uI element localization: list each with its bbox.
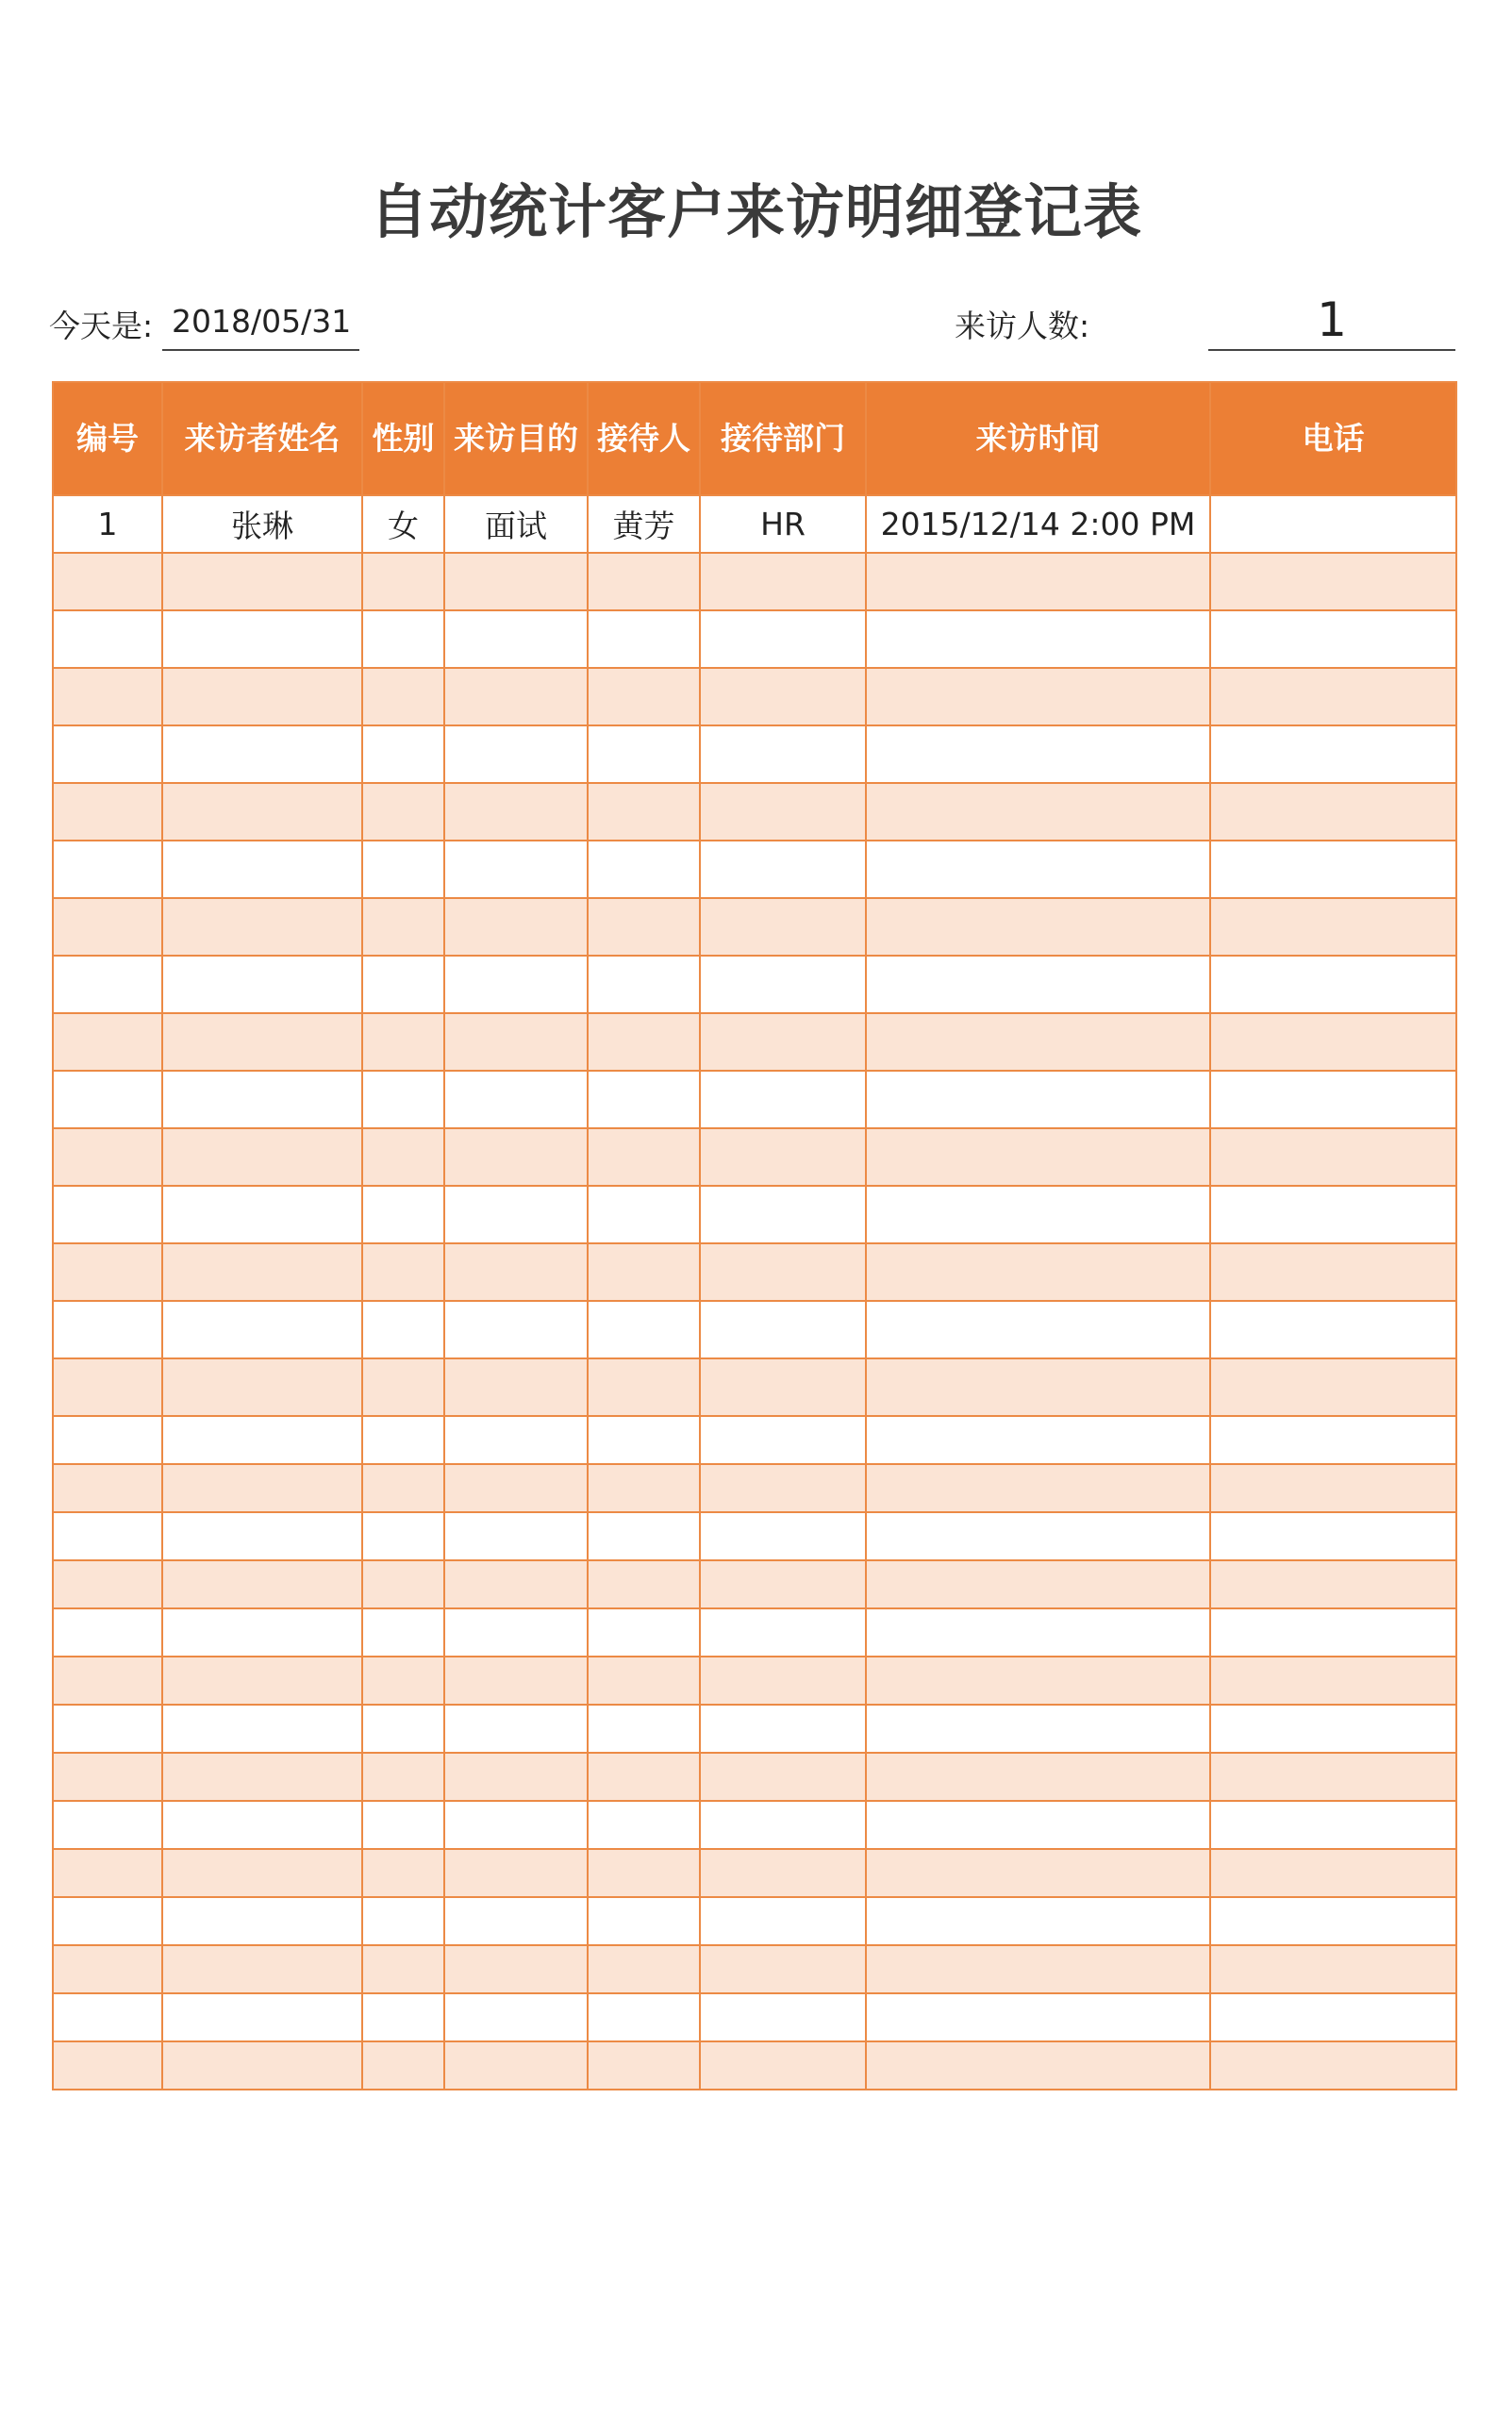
- table-row: [53, 1657, 1456, 1705]
- table-cell[interactable]: [1210, 725, 1456, 783]
- table-cell[interactable]: [866, 1608, 1210, 1657]
- table-cell[interactable]: [162, 1801, 362, 1849]
- table-cell[interactable]: [700, 1993, 866, 2041]
- table-cell[interactable]: [53, 783, 162, 841]
- table-row: [53, 1945, 1456, 1993]
- table-cell[interactable]: [362, 1301, 444, 1358]
- table-cell[interactable]: HR: [700, 495, 866, 553]
- table-cell[interactable]: [53, 2041, 162, 2090]
- table-cell[interactable]: [53, 1071, 162, 1128]
- table-cell[interactable]: [700, 956, 866, 1013]
- column-header-visit-time: 来访时间: [866, 382, 1210, 495]
- table-cell[interactable]: [444, 1801, 588, 1849]
- column-header-visitor-name: 来访者姓名: [162, 382, 362, 495]
- table-cell[interactable]: [588, 1301, 700, 1358]
- table-cell[interactable]: [588, 725, 700, 783]
- table-cell[interactable]: [362, 1071, 444, 1128]
- table-cell[interactable]: [362, 841, 444, 898]
- table-cell[interactable]: [162, 668, 362, 725]
- table-cell[interactable]: [362, 1560, 444, 1608]
- table-cell[interactable]: [53, 1358, 162, 1416]
- column-header-receptionist: 接待人: [588, 382, 700, 495]
- table-cell[interactable]: [162, 610, 362, 668]
- table-cell[interactable]: [444, 898, 588, 956]
- table-cell[interactable]: [53, 1560, 162, 1608]
- table-cell[interactable]: [53, 1705, 162, 1753]
- table-cell[interactable]: [444, 1013, 588, 1071]
- table-cell[interactable]: [444, 1464, 588, 1512]
- table-row: [53, 1560, 1456, 1608]
- table-row: [53, 668, 1456, 725]
- table-cell[interactable]: [362, 1897, 444, 1945]
- table-cell[interactable]: [444, 1608, 588, 1657]
- table-cell[interactable]: [1210, 1128, 1456, 1186]
- table-cell[interactable]: [444, 1993, 588, 2041]
- table-cell[interactable]: [700, 1186, 866, 1243]
- table-row: [53, 2041, 1456, 2090]
- table-row: [53, 1186, 1456, 1243]
- table-cell[interactable]: 黄芳: [588, 495, 700, 553]
- table-cell[interactable]: [588, 1560, 700, 1608]
- table-row: [53, 610, 1456, 668]
- table-cell[interactable]: [866, 725, 1210, 783]
- table-row: [53, 1753, 1456, 1801]
- table-cell[interactable]: [1210, 1301, 1456, 1358]
- table-cell[interactable]: [162, 725, 362, 783]
- table-row: [53, 1801, 1456, 1849]
- table-row: [53, 1416, 1456, 1464]
- table-cell[interactable]: [162, 1897, 362, 1945]
- table-cell[interactable]: [866, 1301, 1210, 1358]
- table-cell[interactable]: [1210, 553, 1456, 610]
- table-cell[interactable]: [444, 610, 588, 668]
- table-cell[interactable]: [866, 1705, 1210, 1753]
- table-cell[interactable]: [700, 1849, 866, 1897]
- table-row: [53, 1705, 1456, 1753]
- table-cell[interactable]: [866, 1897, 1210, 1945]
- table-cell[interactable]: [866, 2041, 1210, 2090]
- table-cell[interactable]: [588, 1608, 700, 1657]
- table-cell[interactable]: [700, 1416, 866, 1464]
- table-cell[interactable]: [53, 1753, 162, 1801]
- table-cell[interactable]: [53, 1993, 162, 2041]
- table-cell[interactable]: [162, 1013, 362, 1071]
- table-cell[interactable]: [588, 1849, 700, 1897]
- table-cell[interactable]: [700, 1128, 866, 1186]
- table-cell[interactable]: [1210, 1897, 1456, 1945]
- table-cell[interactable]: [444, 783, 588, 841]
- page-title: 自动统计客户来访明细登记表: [369, 177, 1142, 246]
- table-cell[interactable]: [362, 668, 444, 725]
- table-cell[interactable]: [1210, 956, 1456, 1013]
- table-cell[interactable]: [588, 1512, 700, 1560]
- table-cell[interactable]: [444, 1849, 588, 1897]
- table-cell[interactable]: [1210, 1071, 1456, 1128]
- table-row: [53, 553, 1456, 610]
- table-cell[interactable]: [53, 1128, 162, 1186]
- table-cell[interactable]: [1210, 841, 1456, 898]
- table-row: [53, 725, 1456, 783]
- table-cell[interactable]: [1210, 1013, 1456, 1071]
- column-header-department: 接待部门: [700, 382, 866, 495]
- table-row: [53, 1849, 1456, 1897]
- table-cell[interactable]: [588, 1705, 700, 1753]
- table-cell[interactable]: [700, 783, 866, 841]
- table-cell[interactable]: [444, 1897, 588, 1945]
- table-cell[interactable]: [444, 1512, 588, 1560]
- table-cell[interactable]: [362, 2041, 444, 2090]
- table-cell[interactable]: [53, 1464, 162, 1512]
- table-cell[interactable]: [444, 1071, 588, 1128]
- table-header-row: [53, 382, 1456, 495]
- table-cell[interactable]: [1210, 1945, 1456, 1993]
- table-cell[interactable]: [53, 668, 162, 725]
- table-row: [53, 841, 1456, 898]
- table-cell[interactable]: 张琳: [162, 495, 362, 553]
- table-cell[interactable]: [53, 1945, 162, 1993]
- table-cell[interactable]: [162, 1753, 362, 1801]
- table-cell[interactable]: [362, 1753, 444, 1801]
- table-cell[interactable]: [444, 725, 588, 783]
- table-cell[interactable]: 女: [362, 495, 444, 553]
- table-cell[interactable]: [444, 668, 588, 725]
- table-cell[interactable]: [588, 1186, 700, 1243]
- table-cell[interactable]: [700, 1705, 866, 1753]
- table-row: [53, 1071, 1456, 1128]
- table-cell[interactable]: [1210, 1753, 1456, 1801]
- table-cell[interactable]: [53, 1243, 162, 1301]
- table-cell[interactable]: [1210, 1358, 1456, 1416]
- visitor-count-label: 来访人数:: [955, 308, 1090, 344]
- table-cell[interactable]: [444, 1128, 588, 1186]
- table-cell[interactable]: [1210, 1186, 1456, 1243]
- table-cell[interactable]: [588, 610, 700, 668]
- table-cell[interactable]: [866, 610, 1210, 668]
- table-cell[interactable]: [588, 1753, 700, 1801]
- table-cell[interactable]: [588, 898, 700, 956]
- table-cell[interactable]: [700, 610, 866, 668]
- table-cell[interactable]: [866, 1464, 1210, 1512]
- table-cell[interactable]: [1210, 1512, 1456, 1560]
- table-cell[interactable]: [53, 1416, 162, 1464]
- table-cell[interactable]: [588, 1013, 700, 1071]
- table-cell[interactable]: [162, 553, 362, 610]
- table-cell[interactable]: [362, 1128, 444, 1186]
- table-cell[interactable]: [588, 1358, 700, 1416]
- table-cell[interactable]: [362, 1416, 444, 1464]
- table-cell[interactable]: [444, 1753, 588, 1801]
- table-cell[interactable]: [162, 1243, 362, 1301]
- table-cell[interactable]: [444, 1358, 588, 1416]
- table-cell[interactable]: [362, 1608, 444, 1657]
- table-row: [53, 1512, 1456, 1560]
- table-cell[interactable]: [588, 553, 700, 610]
- table-cell[interactable]: [1210, 610, 1456, 668]
- table-cell[interactable]: [866, 1801, 1210, 1849]
- table-cell[interactable]: [162, 1186, 362, 1243]
- table-cell[interactable]: [866, 1416, 1210, 1464]
- table-cell[interactable]: 面试: [444, 495, 588, 553]
- table-cell[interactable]: [362, 783, 444, 841]
- visitor-count-field[interactable]: 1: [1208, 289, 1455, 351]
- table-cell[interactable]: [362, 610, 444, 668]
- table-cell[interactable]: [162, 1945, 362, 1993]
- table-cell[interactable]: [362, 1801, 444, 1849]
- table-cell[interactable]: [444, 1416, 588, 1464]
- table-cell[interactable]: [700, 1560, 866, 1608]
- table-cell[interactable]: [866, 898, 1210, 956]
- table-cell[interactable]: [53, 841, 162, 898]
- table-cell[interactable]: [700, 1657, 866, 1705]
- table-cell[interactable]: [588, 841, 700, 898]
- table-cell[interactable]: [700, 1512, 866, 1560]
- table-row: [53, 1358, 1456, 1416]
- table-cell[interactable]: [700, 1945, 866, 1993]
- table-cell[interactable]: [866, 1358, 1210, 1416]
- table-cell[interactable]: [162, 1128, 362, 1186]
- table-cell[interactable]: [162, 783, 362, 841]
- table-cell[interactable]: [588, 1993, 700, 2041]
- table-cell[interactable]: [162, 1560, 362, 1608]
- table-cell[interactable]: [866, 1560, 1210, 1608]
- table-cell[interactable]: [162, 1358, 362, 1416]
- table-cell[interactable]: 2015/12/14 2:00 PM: [866, 495, 1210, 553]
- table-cell[interactable]: [1210, 1993, 1456, 2041]
- table-cell[interactable]: [700, 1464, 866, 1512]
- table-cell[interactable]: [444, 1243, 588, 1301]
- table-row: [53, 898, 1456, 956]
- table-cell[interactable]: [866, 668, 1210, 725]
- table-cell[interactable]: [866, 1071, 1210, 1128]
- table-row: [53, 1897, 1456, 1945]
- today-label: 今天是:: [49, 308, 154, 344]
- table-cell[interactable]: [362, 1849, 444, 1897]
- table-cell[interactable]: [362, 1464, 444, 1512]
- table-cell[interactable]: [700, 1013, 866, 1071]
- table-cell[interactable]: [1210, 1705, 1456, 1753]
- table-cell[interactable]: [700, 1801, 866, 1849]
- table-cell[interactable]: [588, 1897, 700, 1945]
- table-cell[interactable]: [162, 841, 362, 898]
- table-cell[interactable]: [700, 1301, 866, 1358]
- table-cell[interactable]: [362, 1186, 444, 1243]
- table-cell[interactable]: [700, 1358, 866, 1416]
- table-cell[interactable]: [162, 1993, 362, 2041]
- table-cell[interactable]: [162, 1705, 362, 1753]
- table-cell[interactable]: [866, 783, 1210, 841]
- table-cell[interactable]: [866, 1657, 1210, 1705]
- table-cell[interactable]: [444, 553, 588, 610]
- table-cell[interactable]: [53, 553, 162, 610]
- table-cell[interactable]: [162, 1071, 362, 1128]
- table-cell[interactable]: [700, 1243, 866, 1301]
- column-header-phone: 电话: [1210, 382, 1456, 495]
- table-cell[interactable]: [444, 1657, 588, 1705]
- table-cell[interactable]: [588, 1071, 700, 1128]
- column-header-id: 编号: [53, 382, 162, 495]
- table-row: [53, 1993, 1456, 2041]
- table-row: [53, 1013, 1456, 1071]
- table-cell[interactable]: [53, 1013, 162, 1071]
- table-cell[interactable]: [588, 956, 700, 1013]
- table-cell[interactable]: [588, 1945, 700, 1993]
- table-cell[interactable]: [53, 1849, 162, 1897]
- table-cell[interactable]: [53, 1657, 162, 1705]
- table-cell[interactable]: [162, 2041, 362, 2090]
- table-cell[interactable]: [53, 1801, 162, 1849]
- today-date-field[interactable]: 2018/05/31: [162, 298, 359, 351]
- table-row: [53, 783, 1456, 841]
- table-cell[interactable]: [53, 956, 162, 1013]
- table-cell[interactable]: [588, 1243, 700, 1301]
- table-cell[interactable]: 1: [53, 495, 162, 553]
- table-body: [53, 495, 1456, 2090]
- table-cell[interactable]: [362, 725, 444, 783]
- table-cell[interactable]: [444, 1301, 588, 1358]
- table-cell[interactable]: [362, 1013, 444, 1071]
- table-cell[interactable]: [362, 1358, 444, 1416]
- table-cell[interactable]: [700, 1608, 866, 1657]
- table-cell[interactable]: [866, 1512, 1210, 1560]
- table-cell[interactable]: [162, 1849, 362, 1897]
- table-cell[interactable]: [700, 668, 866, 725]
- table-cell[interactable]: [866, 1186, 1210, 1243]
- table-row: [53, 1301, 1456, 1358]
- column-header-gender: 性别: [362, 382, 444, 495]
- visitor-register-table: [52, 381, 1457, 2090]
- table-cell[interactable]: [162, 1512, 362, 1560]
- table-cell[interactable]: [1210, 1657, 1456, 1705]
- table-cell[interactable]: [1210, 1849, 1456, 1897]
- table-cell[interactable]: [362, 898, 444, 956]
- table-cell[interactable]: [588, 1128, 700, 1186]
- table-row: [53, 495, 1456, 553]
- table-cell[interactable]: [362, 1705, 444, 1753]
- table-cell[interactable]: [444, 1186, 588, 1243]
- table-cell[interactable]: [53, 1186, 162, 1243]
- table-cell[interactable]: [362, 1657, 444, 1705]
- table-cell[interactable]: [362, 956, 444, 1013]
- table-cell[interactable]: [866, 1945, 1210, 1993]
- table-row: [53, 1464, 1456, 1512]
- table-cell[interactable]: [588, 1416, 700, 1464]
- table-cell[interactable]: [53, 610, 162, 668]
- table-cell[interactable]: [444, 1945, 588, 1993]
- table-cell[interactable]: [588, 1801, 700, 1849]
- table-cell[interactable]: [866, 1243, 1210, 1301]
- table-cell[interactable]: [444, 841, 588, 898]
- table-cell[interactable]: [362, 553, 444, 610]
- table-cell[interactable]: [1210, 898, 1456, 956]
- table-cell[interactable]: [700, 841, 866, 898]
- table-cell[interactable]: [1210, 1801, 1456, 1849]
- table-cell[interactable]: [866, 1849, 1210, 1897]
- table-cell[interactable]: [700, 553, 866, 610]
- table-cell[interactable]: [700, 1071, 866, 1128]
- table-cell[interactable]: [162, 1464, 362, 1512]
- table-cell[interactable]: [444, 2041, 588, 2090]
- table-cell[interactable]: [866, 1128, 1210, 1186]
- table-cell[interactable]: [1210, 783, 1456, 841]
- table-cell[interactable]: [1210, 668, 1456, 725]
- table-cell[interactable]: [162, 1416, 362, 1464]
- table-cell[interactable]: [1210, 1608, 1456, 1657]
- table-cell[interactable]: [866, 841, 1210, 898]
- table-row: [53, 956, 1456, 1013]
- table-cell[interactable]: [162, 1657, 362, 1705]
- table-cell[interactable]: [866, 1013, 1210, 1071]
- table-cell[interactable]: [1210, 495, 1456, 553]
- table-cell[interactable]: [1210, 1464, 1456, 1512]
- table-cell[interactable]: [362, 1243, 444, 1301]
- table-cell[interactable]: [53, 1897, 162, 1945]
- table-cell[interactable]: [700, 898, 866, 956]
- table-cell[interactable]: [53, 725, 162, 783]
- table-cell[interactable]: [1210, 2041, 1456, 2090]
- table-cell[interactable]: [162, 1301, 362, 1358]
- table-cell[interactable]: [866, 1993, 1210, 2041]
- table-cell[interactable]: [866, 553, 1210, 610]
- table-cell[interactable]: [53, 898, 162, 956]
- table-cell[interactable]: [588, 783, 700, 841]
- table-cell[interactable]: [1210, 1243, 1456, 1301]
- table-cell[interactable]: [1210, 1560, 1456, 1608]
- table-cell[interactable]: [700, 725, 866, 783]
- table-cell[interactable]: [1210, 1416, 1456, 1464]
- column-header-purpose: 来访目的: [444, 382, 588, 495]
- table-cell[interactable]: [700, 1753, 866, 1801]
- table-cell[interactable]: [588, 668, 700, 725]
- table-cell[interactable]: [588, 1464, 700, 1512]
- table-cell[interactable]: [162, 956, 362, 1013]
- table-cell[interactable]: [444, 1705, 588, 1753]
- table-row: [53, 1608, 1456, 1657]
- table-cell[interactable]: [700, 1897, 866, 1945]
- table-cell[interactable]: [53, 1301, 162, 1358]
- table-cell[interactable]: [444, 1560, 588, 1608]
- table-cell[interactable]: [866, 956, 1210, 1013]
- table-cell[interactable]: [362, 1993, 444, 2041]
- table-cell[interactable]: [866, 1753, 1210, 1801]
- table-cell[interactable]: [162, 1608, 362, 1657]
- table-cell[interactable]: [162, 898, 362, 956]
- table-cell[interactable]: [588, 2041, 700, 2090]
- table-cell[interactable]: [53, 1608, 162, 1657]
- table-cell[interactable]: [700, 2041, 866, 2090]
- table-cell[interactable]: [53, 1512, 162, 1560]
- table-cell[interactable]: [444, 956, 588, 1013]
- table-cell[interactable]: [362, 1512, 444, 1560]
- table-row: [53, 1128, 1456, 1186]
- table-cell[interactable]: [588, 1657, 700, 1705]
- table-cell[interactable]: [362, 1945, 444, 1993]
- table-row: [53, 1243, 1456, 1301]
